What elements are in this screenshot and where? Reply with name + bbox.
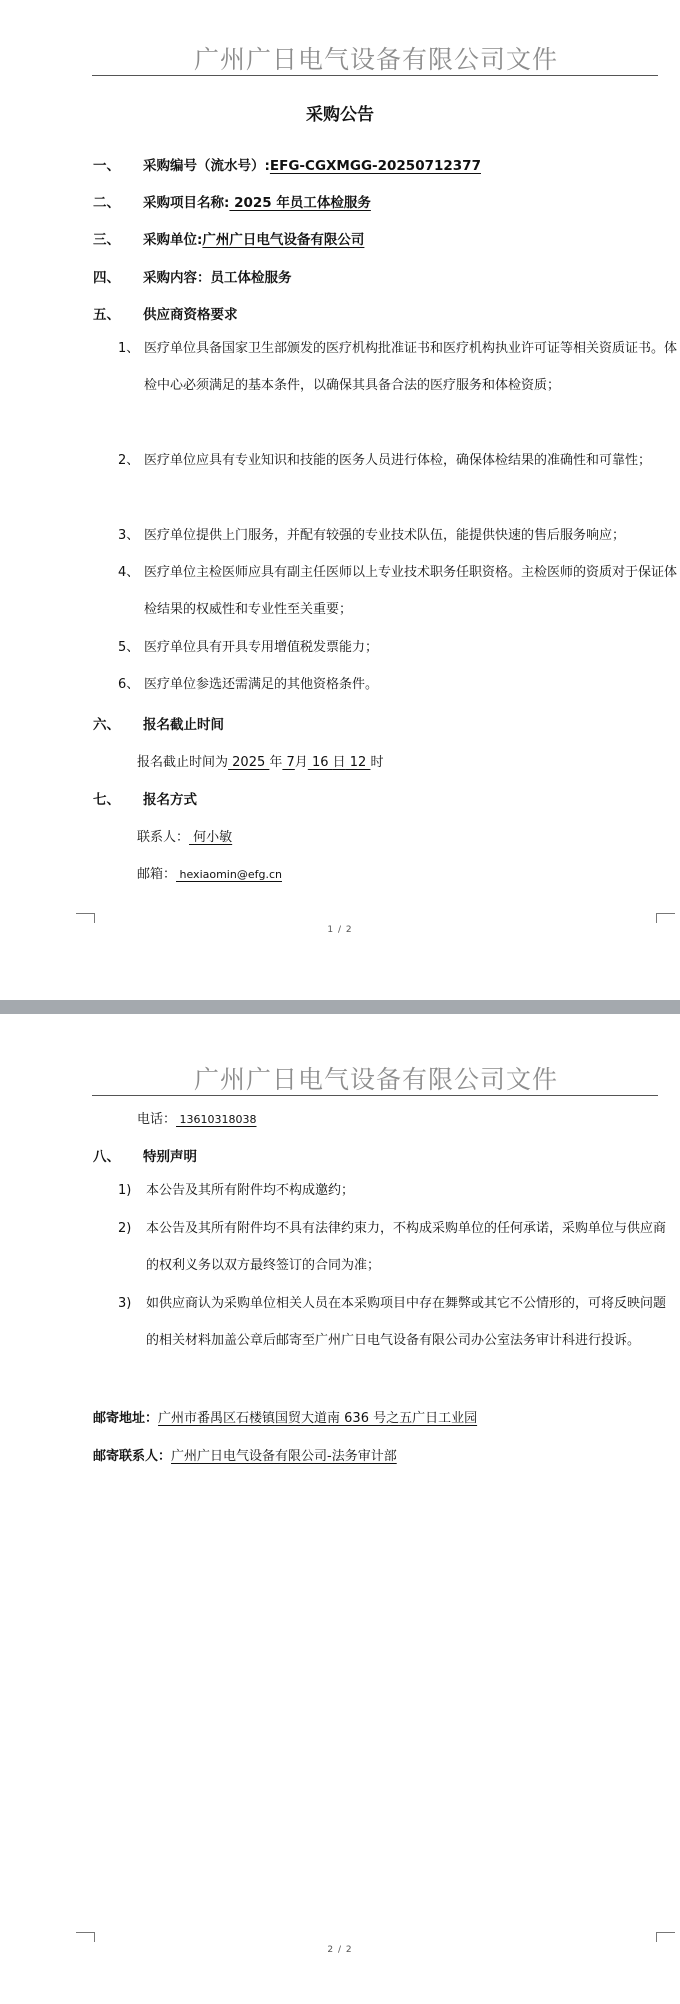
requirement-text: 医疗单位应具有专业知识和技能的医务人员进行体检，确保体检结果的准确性和可靠性； [144,453,652,468]
requirement-text: 医疗单位主检医师应具有副主任医师以上专业技术职务任职资格。主检医师的资质对于保证体检结果的权威性和专业性至关重要； [144,565,678,617]
requirement-index: 3、 [118,528,140,543]
requirement-index: 6、 [118,677,140,692]
letterhead-title: 广州广日电气设备有限公司文件 [193,1065,558,1094]
deadline-day-unit: 日 [332,755,346,770]
section-label: 采购项目名称: [143,195,230,211]
section-label: 报名方式 [143,792,197,808]
requirement-text: 医疗单位具备国家卫生部颁发的医疗机构批准证书和医疗机构执业许可证等相关资质证书。体检中心必须满足的基本条件，以确保其具备合法的医疗服务和体检资质； [144,341,678,393]
requirement-index: 1、 [118,341,140,356]
crop-mark-right [656,1932,675,1942]
deadline-line [137,751,383,770]
section-number: 三、 [93,232,120,248]
project-name-value: 2025 年员工体检服务 [229,195,371,211]
section-number: 六、 [93,717,120,733]
mailing-address-line [93,1407,477,1426]
mailing-contact-value: 广州广日电气设备有限公司-法务审计部 [171,1449,397,1464]
page-number: 1 / 2 [327,925,353,935]
contact-person-value: 何小敏 [189,830,233,845]
deadline-month-unit: 月 [294,755,308,770]
letterhead-rule [92,1095,658,1096]
mailing-address-value: 广州市番禺区石楼镇国贸大道南 636 号之五广日工业园 [158,1411,478,1426]
phone-value: 13610318038 [176,1113,257,1126]
document-title: 采购公告 [306,105,374,125]
statement-index: 1) [118,1183,132,1198]
statement-text: 本公告及其所有附件均不具有法律约束力，不构成采购单位的任何承诺，采购单位与供应商的权利义务以双方最终签订的合同为准； [146,1221,667,1273]
section-label: 采购单位: [143,232,203,248]
requirement-text: 医疗单位参选还需满足的其他资格条件。 [144,677,379,692]
crop-mark-right [656,913,675,923]
procurement-number-value: EFG-CGXMGG-20250712377 [269,158,481,174]
phone-label: 电话： [137,1112,177,1127]
contact-person-line [137,826,232,845]
section-label: 特别声明 [143,1149,197,1165]
requirement-text: 医疗单位具有开具专用增值税发票能力； [144,640,379,655]
deadline-month: 7 [282,755,295,770]
page-number: 2 / 2 [327,1945,353,1955]
statement-text: 如供应商认为采购单位相关人员在本采购项目中存在舞弊或其它不公情形的，可将反映问题的相关材料加盖公章后邮寄至广州广日电气设备有限公司办公室法务审计科进行投诉。 [146,1296,667,1348]
statement-index: 3) [118,1296,132,1311]
section-number: 七、 [93,792,120,808]
page-separator [0,1000,680,1014]
procurement-unit-value: 广州广日电气设备有限公司 [202,232,365,248]
email-line [137,863,282,882]
crop-mark-left [76,913,95,923]
phone-line [137,1108,257,1127]
section-number: 一、 [93,158,120,174]
deadline-year-unit: 年 [269,755,283,770]
deadline-hour-unit: 时 [370,755,384,770]
letterhead-rule [92,75,658,76]
requirement-index: 4、 [118,565,140,580]
section-label: 采购编号（流水号）: [143,158,270,174]
letterhead-title: 广州广日电气设备有限公司文件 [193,45,558,74]
section-number: 八、 [93,1149,120,1165]
email-link[interactable]: hexiaomin@efg.cn [176,868,282,881]
document-page-2 [0,1014,680,2004]
requirement-text: 医疗单位提供上门服务，并配有较强的专业技术队伍，能提供快速的售后服务响应； [144,528,626,543]
deadline-day: 16 [307,755,333,770]
statement-index: 2) [118,1221,132,1236]
contact-person-label: 联系人： [137,830,190,845]
section-number: 四、 [93,270,120,286]
deadline-prefix: 报名截止时间为 [137,755,229,770]
requirement-index: 5、 [118,640,140,655]
section-number: 五、 [93,307,120,323]
email-label: 邮箱： [137,867,177,882]
mailing-contact-label: 邮寄联系人： [93,1449,172,1464]
deadline-hour: 12 [345,755,371,770]
requirement-index: 2、 [118,453,140,468]
section-number: 二、 [93,195,120,211]
document-page-1 [0,0,680,1000]
mailing-contact-line [93,1445,397,1464]
section-label: 报名截止时间 [143,717,224,733]
statement-text: 本公告及其所有附件均不构成邀约； [146,1183,355,1198]
section-label: 供应商资格要求 [143,307,238,323]
deadline-year: 2025 [228,755,270,770]
section-label: 采购内容：员工体检服务 [143,270,292,286]
crop-mark-left [76,1932,95,1942]
mailing-address-label: 邮寄地址： [93,1411,159,1426]
